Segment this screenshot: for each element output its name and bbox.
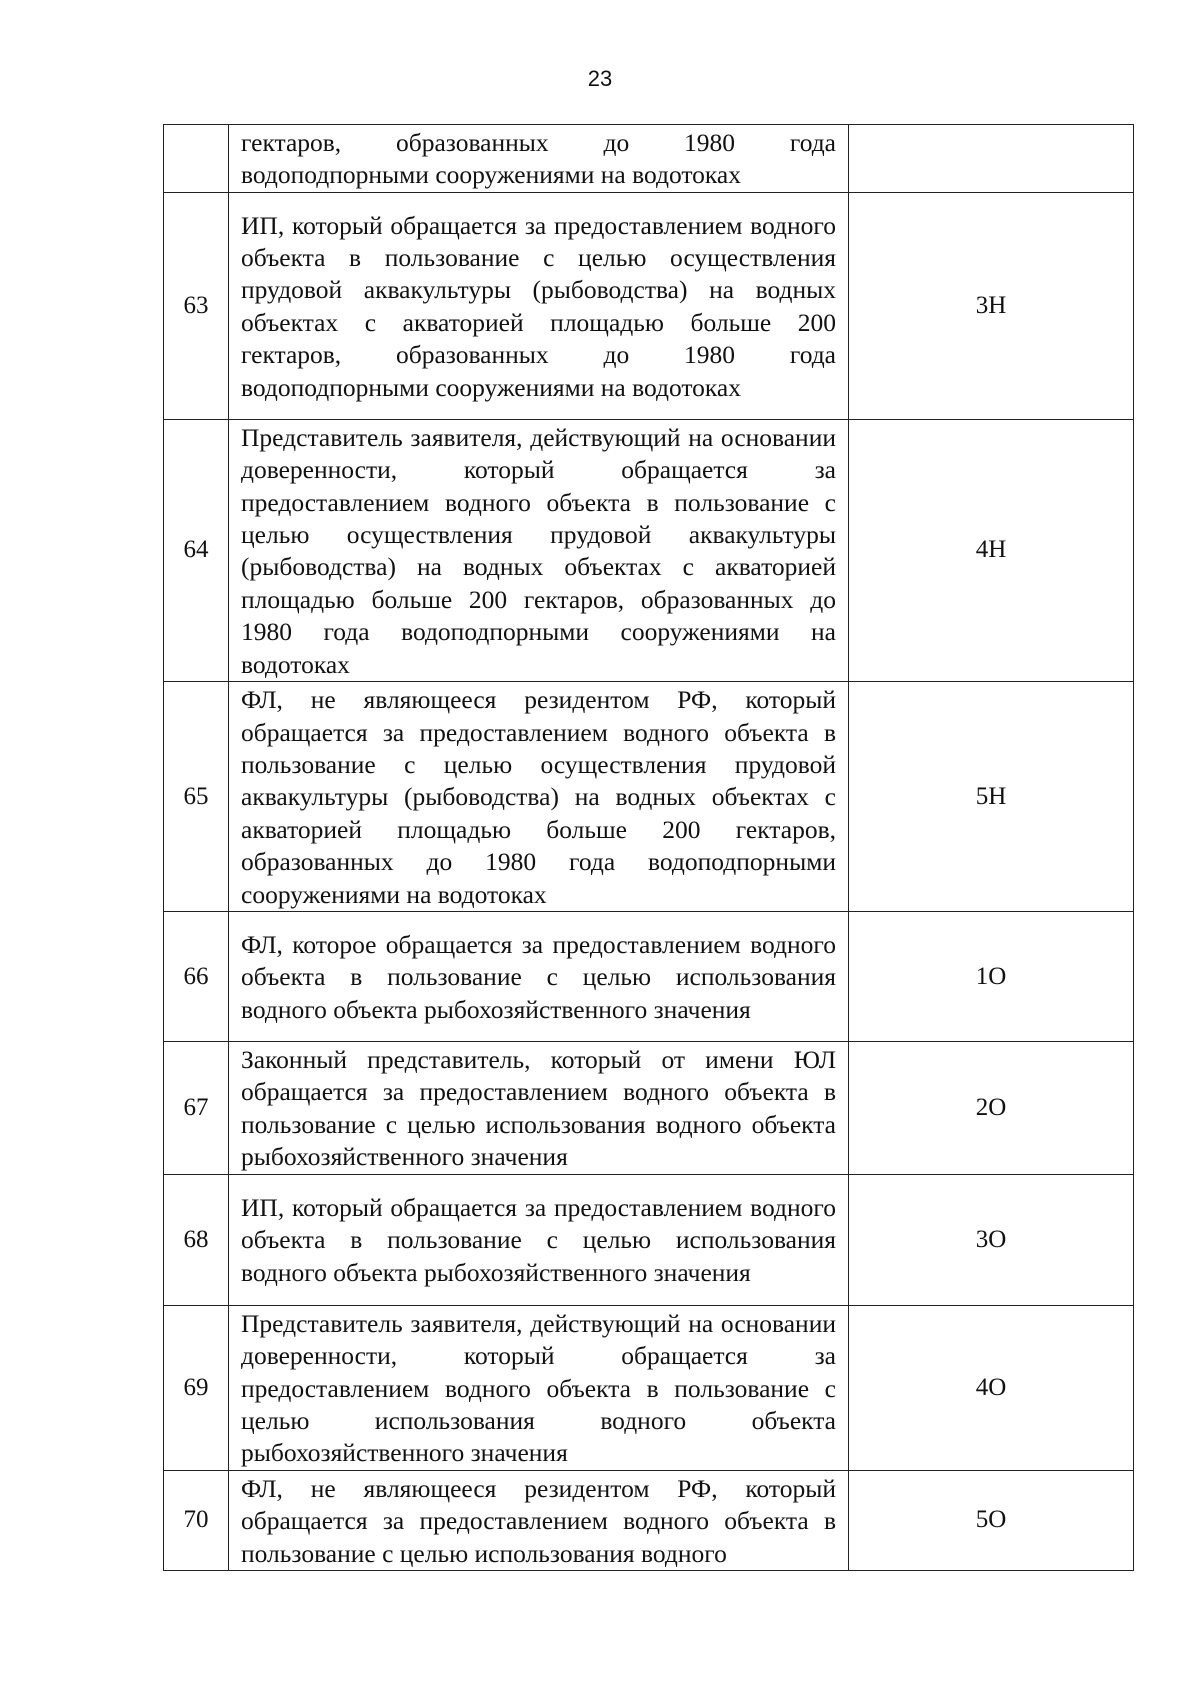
row-description: гектаров, образованных до 1980 года водоподпорными сооружениями на водотоках [229,125,849,193]
row-description: Представитель заявителя, действующий на основании доверенности, который обращается за предоставлением водного объекта в пользование с целью использования водного объекта рыбохозяйственного значения [229,1305,849,1470]
row-code [849,125,1134,193]
row-description: ИП, который обращается за предоставлением водного объекта в пользование с целью осуществления прудовой аквакультуры (рыбоводства) на водных объектах с акваторией площадью больше 200 гектаров, образованных до 1980 года водоподпорными сооружениями на водотоках [229,192,849,419]
row-code: 4Н [849,419,1134,681]
row-number: 65 [164,682,229,912]
row-number: 68 [164,1174,229,1305]
applicant-table [163,124,1134,1571]
row-number: 66 [164,912,229,1042]
row-code: 5О [849,1470,1134,1570]
table-row [164,912,1134,1042]
row-code: 5Н [849,682,1134,912]
table-row [164,1042,1134,1175]
row-number: 67 [164,1042,229,1175]
row-code: 3Н [849,192,1134,419]
table-row [164,192,1134,419]
row-number: 70 [164,1470,229,1570]
row-description: Законный представитель, который от имени ЮЛ обращается за предоставлением водного объекта в пользование с целью использования водного объекта рыбохозяйственного значения [229,1042,849,1175]
row-description: Представитель заявителя, действующий на основании доверенности, который обращается за предоставлением водного объекта в пользование с целью осуществления прудовой аквакультуры (рыбоводства) на водных объектах с акваторией площадью больше 200 гектаров, образованных до 1980 года водоподпорными сооружениями на водотоках [229,419,849,681]
row-code: 2О [849,1042,1134,1175]
table-row [164,1305,1134,1470]
row-description: ФЛ, не являющееся резидентом РФ, который обращается за предоставлением водного объекта в пользование с целью осуществления прудовой аквакультуры (рыбоводства) на водных объектах с акваторией площадью больше 200 гектаров, образованных до 1980 года водоподпорными сооружениями на водотоках [229,682,849,912]
row-code: 3О [849,1174,1134,1305]
row-description: ФЛ, которое обращается за предоставлением водного объекта в пользование с целью использования водного объекта рыбохозяйственного значения [229,912,849,1042]
table-row [164,125,1134,193]
row-number: 63 [164,192,229,419]
table-row [164,419,1134,681]
row-description: ИП, который обращается за предоставлением водного объекта в пользование с целью использования водного объекта рыбохозяйственного значения [229,1174,849,1305]
row-code: 1О [849,912,1134,1042]
row-number [164,125,229,193]
row-number: 64 [164,419,229,681]
page-number: 23 [587,66,613,91]
row-number: 69 [164,1305,229,1470]
table-row [164,1470,1134,1570]
row-code: 4О [849,1305,1134,1470]
table-row [164,682,1134,912]
table-row [164,1174,1134,1305]
row-description: ФЛ, не являющееся резидентом РФ, который обращается за предоставлением водного объекта в пользование с целью использования водного [229,1470,849,1570]
